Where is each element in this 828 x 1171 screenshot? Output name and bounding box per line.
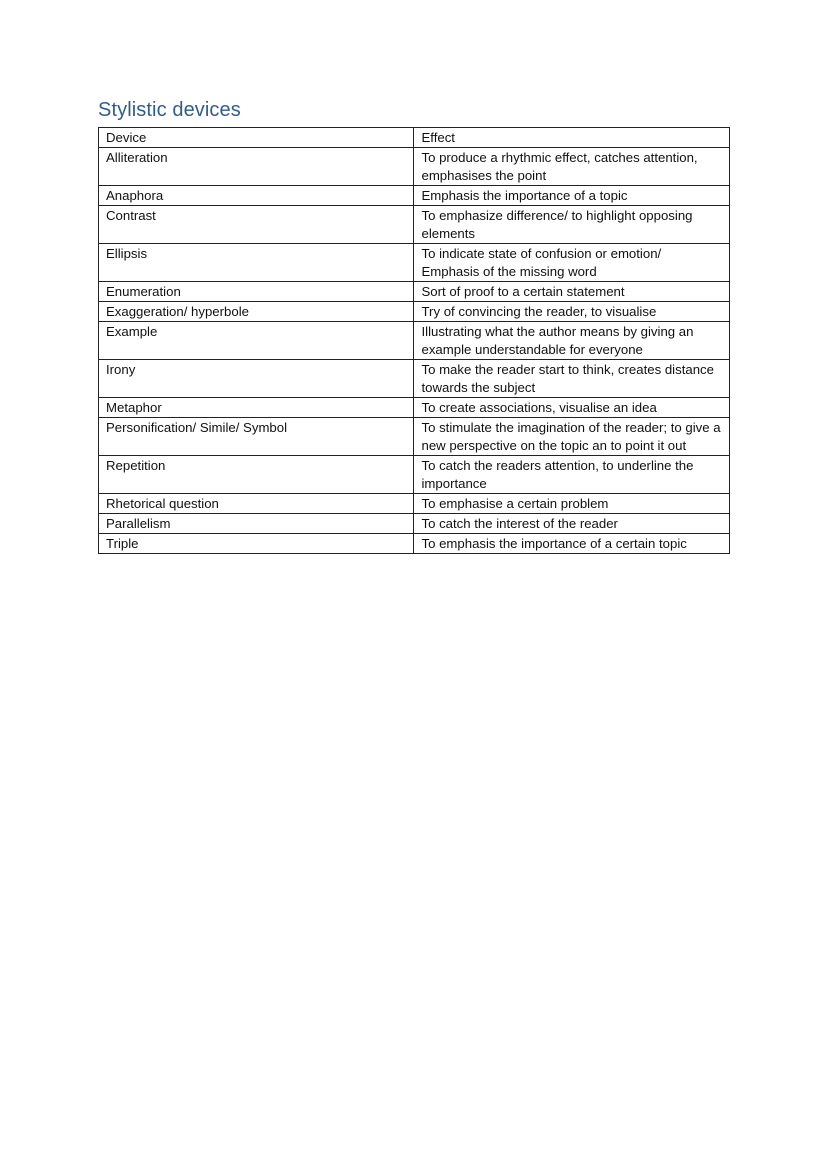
device-cell: Ellipsis xyxy=(99,244,414,282)
device-cell: Personification/ Simile/ Symbol xyxy=(99,418,414,456)
device-cell: Contrast xyxy=(99,206,414,244)
effect-cell: To emphasis the importance of a certain topic xyxy=(414,534,730,554)
device-cell: Parallelism xyxy=(99,514,414,534)
table-row xyxy=(99,244,730,282)
table-row xyxy=(99,418,730,456)
device-cell: Irony xyxy=(99,360,414,398)
effect-cell: To emphasise a certain problem xyxy=(414,494,730,514)
table-header-row xyxy=(99,128,730,148)
device-cell: Enumeration xyxy=(99,282,414,302)
effect-cell: Emphasis the importance of a topic xyxy=(414,186,730,206)
device-cell: Repetition xyxy=(99,456,414,494)
table-row xyxy=(99,534,730,554)
stylistic-devices-table xyxy=(98,127,730,554)
table-row xyxy=(99,302,730,322)
device-cell: Rhetorical question xyxy=(99,494,414,514)
effect-cell: To create associations, visualise an idea xyxy=(414,398,730,418)
effect-cell: To emphasize difference/ to highlight opposing elements xyxy=(414,206,730,244)
table-row xyxy=(99,360,730,398)
table-row xyxy=(99,282,730,302)
header-device: Device xyxy=(99,128,414,148)
table-row xyxy=(99,398,730,418)
page-title: Stylistic devices xyxy=(98,99,241,121)
table-row xyxy=(99,494,730,514)
effect-cell: Illustrating what the author means by giving an example understandable for everyone xyxy=(414,322,730,360)
effect-cell: To make the reader start to think, creates distance towards the subject xyxy=(414,360,730,398)
effect-cell: Try of convincing the reader, to visualise xyxy=(414,302,730,322)
device-cell: Anaphora xyxy=(99,186,414,206)
table-row xyxy=(99,206,730,244)
effect-cell: To catch the interest of the reader xyxy=(414,514,730,534)
device-cell: Triple xyxy=(99,534,414,554)
table-row xyxy=(99,186,730,206)
header-effect: Effect xyxy=(414,128,730,148)
effect-cell: To catch the readers attention, to underline the importance xyxy=(414,456,730,494)
effect-cell: To stimulate the imagination of the reader; to give a new perspective on the topic an to point it out xyxy=(414,418,730,456)
device-cell: Exaggeration/ hyperbole xyxy=(99,302,414,322)
table-row xyxy=(99,456,730,494)
device-cell: Example xyxy=(99,322,414,360)
device-cell: Metaphor xyxy=(99,398,414,418)
effect-cell: Sort of proof to a certain statement xyxy=(414,282,730,302)
table-row xyxy=(99,322,730,360)
effect-cell: To produce a rhythmic effect, catches attention, emphasises the point xyxy=(414,148,730,186)
device-cell: Alliteration xyxy=(99,148,414,186)
table-row xyxy=(99,148,730,186)
table-row xyxy=(99,514,730,534)
effect-cell: To indicate state of confusion or emotion/ Emphasis of the missing word xyxy=(414,244,730,282)
